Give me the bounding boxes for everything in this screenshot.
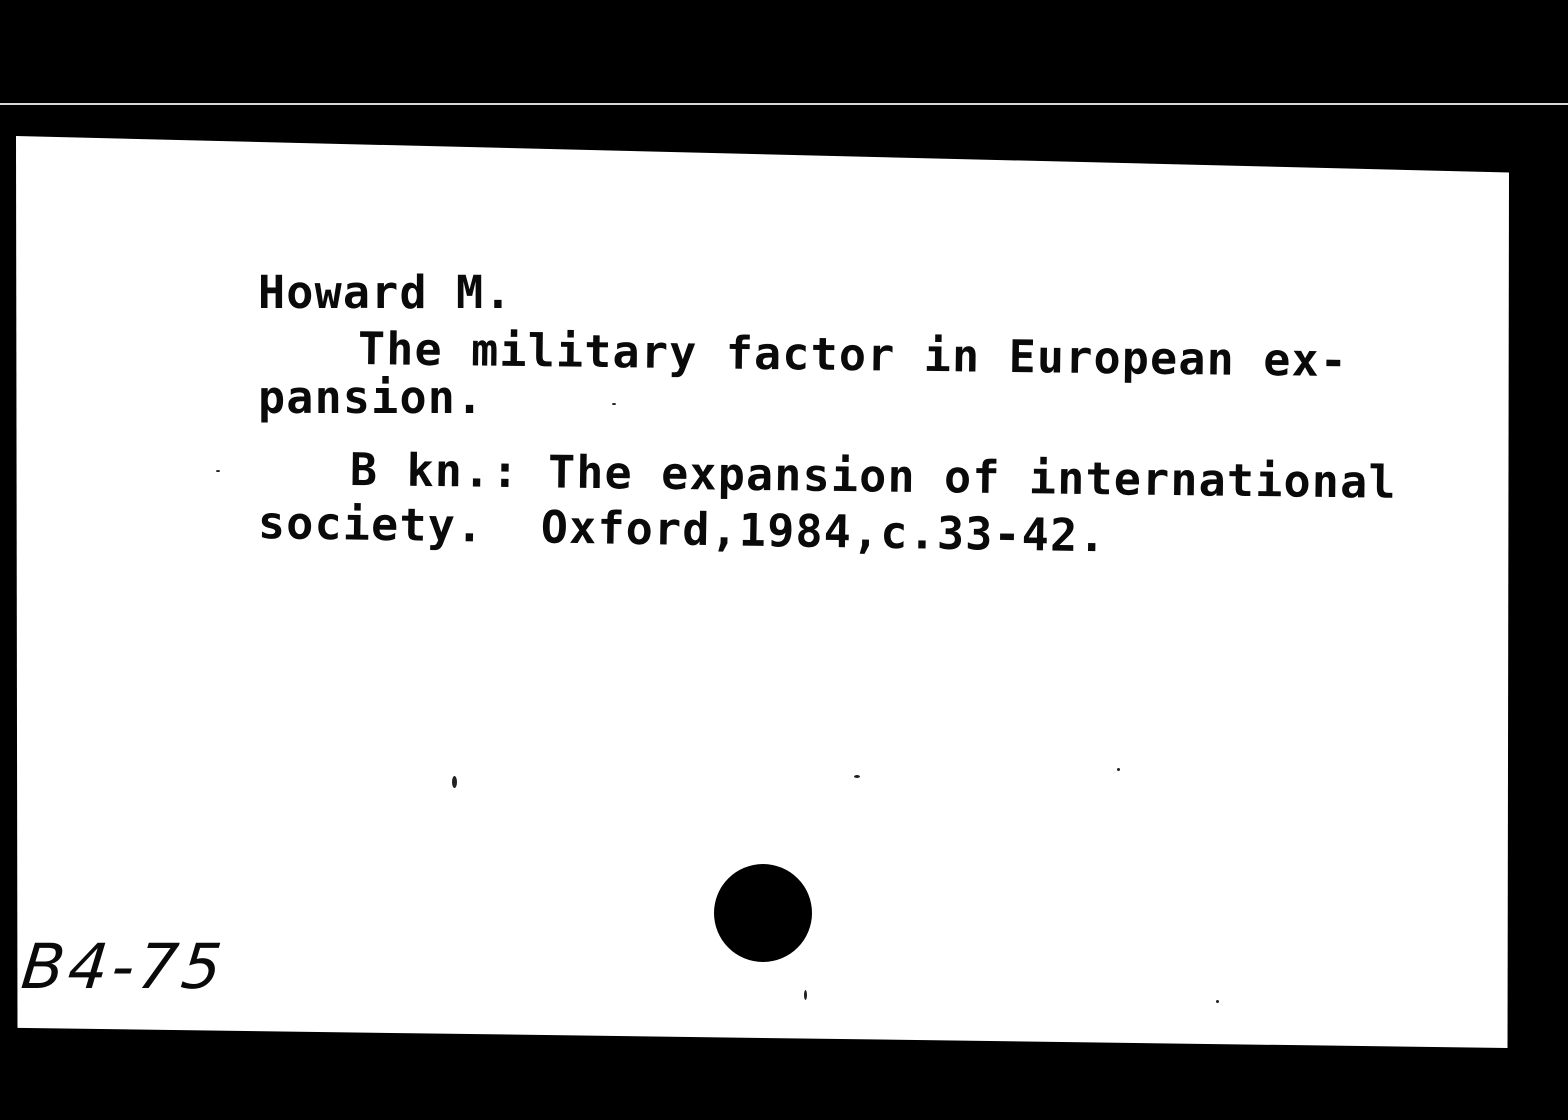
punch-hole (714, 864, 812, 962)
scanner-edge-line (0, 103, 1568, 105)
scan-speck (452, 776, 457, 788)
scan-speck (854, 775, 860, 778)
scan-speck (1117, 768, 1120, 771)
scan-speck (612, 403, 616, 405)
title-line-2: pansion. (258, 371, 485, 424)
author-line: Howard M. (258, 266, 513, 319)
scan-speck (1216, 1000, 1219, 1003)
source-line-2: society. Oxford,1984,c.33-42. (257, 496, 1108, 563)
title-line-1: The military factor in European ex- (357, 322, 1349, 388)
source-line-1: B kn.: The expansion of international (349, 443, 1398, 509)
scan-speck (804, 990, 807, 1000)
handwritten-call-number: B4-75 (18, 930, 230, 1003)
scan-speck (216, 470, 220, 472)
